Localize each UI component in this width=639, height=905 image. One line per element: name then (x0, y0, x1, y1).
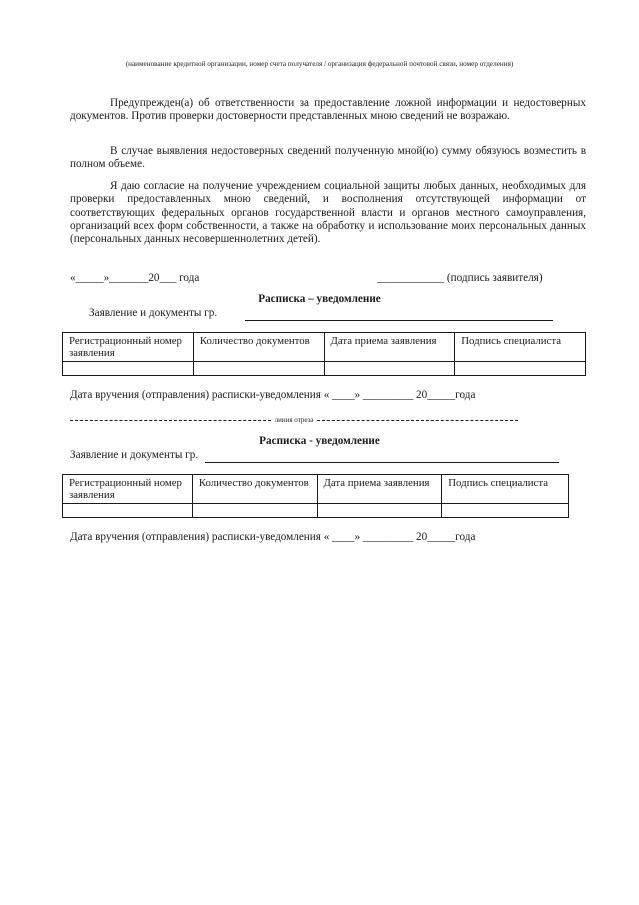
receipt-2-cell (192, 504, 317, 518)
receipt-1-cell (324, 362, 455, 376)
receipt-2-header-row (63, 475, 569, 504)
receipt-2-col-reg-number: Регистрационный номер заявления (63, 475, 193, 504)
cut-line-dash (70, 420, 271, 421)
receipt-2-cell (317, 504, 442, 518)
receipt-2-cell (442, 504, 569, 518)
applicant-signature: ____________ (подпись заявителя) (377, 272, 543, 284)
receipt-2-col-doc-count: Количество документов (192, 475, 317, 504)
receipt-1-subject-label: Заявление и документы гр. (89, 307, 218, 319)
receipt-2-col-accept-date: Дата приема заявления (317, 475, 442, 504)
application-date: «_____»_______20___ года (70, 272, 200, 284)
receipt-2-delivery-date: Дата вручения (отправления) расписки-уведомления « ____» _________ 20_____года (70, 531, 476, 543)
receipt-1-table (62, 332, 586, 376)
receipt-1-col-reg-number: Регистрационный номер заявления (63, 333, 194, 362)
cut-line (70, 416, 518, 424)
consent-paragraph: Я даю согласие на получение учреждением социальной защиты любых данных, необходимых для проверки предоставленных мною сведений, и восполнения отсутствующей информации от соответствующих федеральных органов государственной власти и органов местного самоуправления, организаций всех форм собственности, а также на обработку и использование моих персональных данных (персональных данных несовершеннолетних детей). (70, 180, 586, 246)
receipt-2-subject-line (205, 462, 559, 463)
receipt-2-empty-row (63, 504, 569, 518)
header-note: (наименование кредитной организации, номер счета получателя / организация федеральной почтовой связи, номер отделения) (125, 60, 514, 68)
cut-line-dash (317, 420, 518, 421)
receipt-2-cell (63, 504, 193, 518)
receipt-1-header-row (63, 333, 586, 362)
cut-line-label: линия отреза (274, 416, 314, 424)
warning-paragraph: Предупрежден(а) об ответственности за предоставление ложной информации и недостоверных документов. Против проверки достоверности представленных мною сведений не возражаю. (70, 97, 586, 123)
receipt-1-subject-line (245, 320, 553, 321)
receipt-2-table (62, 474, 569, 518)
receipt-1-cell (193, 362, 324, 376)
receipt-1-col-specialist-signature: Подпись специалиста (455, 333, 586, 362)
receipt-2-col-specialist-signature: Подпись специалиста (442, 475, 569, 504)
receipt-1-empty-row (63, 362, 586, 376)
receipt-2-title: Расписка - уведомление (259, 435, 380, 447)
receipt-1-cell (455, 362, 586, 376)
receipt-2-subject-label: Заявление и документы гр. (70, 449, 199, 461)
receipt-1-delivery-date: Дата вручения (отправления) расписки-уведомления « ____» _________ 20_____года (70, 389, 476, 401)
receipt-1-col-accept-date: Дата приема заявления (324, 333, 455, 362)
receipt-1-cell (63, 362, 194, 376)
receipt-1-col-doc-count: Количество документов (193, 333, 324, 362)
refund-paragraph: В случае выявления недостоверных сведений полученную мной(ю) сумму обязуюсь возместить в полном объеме. (70, 145, 586, 171)
receipt-1-title: Расписка – уведомление (258, 293, 381, 305)
